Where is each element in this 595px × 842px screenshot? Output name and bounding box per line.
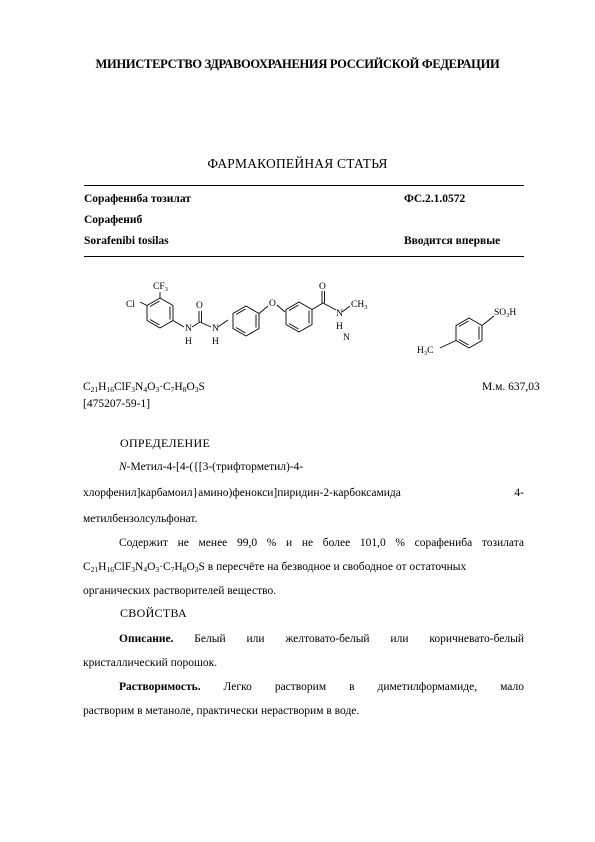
group-so3h-sub: 3 — [506, 312, 510, 319]
tosylate-ring — [456, 318, 482, 348]
solubility-line-2: растворим в метаноле, практически нерастворим в воде. — [83, 705, 360, 717]
molecular-formula: $C_{21}H_{16}ClF_3N_4O_3\cdot C_7H_8O_3S$ — [83, 381, 205, 394]
structural-formula — [0, 0, 595, 380]
definition-line-3: метилбензолсульфонат. — [83, 513, 198, 525]
definition-line-2: хлорфенил]карбамоил}амино)фенокси]пиридин-2-карбоксамида 4- — [83, 487, 524, 499]
group-so3h: SO — [494, 308, 507, 318]
section-properties-title: СВОЙСТВА — [120, 606, 187, 620]
svg-text:SO3H — [494, 308, 516, 319]
atom-n-amide: N — [336, 309, 343, 319]
content-line-2: $C_{21}H_{16}ClF_3N_4O_3\cdot C_7H_8O_3S$ в пересчёте на безводное и свободное от остаточных — [83, 561, 467, 574]
substance-name-ru: Сорафениба тозилат — [84, 193, 191, 205]
content-formula: $C_{21}H_{16}ClF_3N_4O_3\cdot C_7H_8O_3S$ — [83, 561, 205, 574]
atom-o-urea: O — [196, 301, 203, 311]
atom-o-ether: O — [269, 299, 276, 309]
atom-n-pyridine: N — [343, 333, 350, 343]
atom-h-right: H — [212, 337, 219, 347]
atom-n-left: N — [185, 324, 192, 334]
description-line-2: кристаллический порошок. — [83, 657, 218, 669]
group-ch3-sub: 3 — [364, 304, 368, 311]
ministry-title: МИНИСТЕРСТВО ЗДРАВООХРАНЕНИЯ РОССИЙСКОЙ ФЕДЕРАЦИИ — [95, 57, 500, 71]
solubility-line-1: Растворимость. Легко растворим в диметилформамиде, мало — [119, 681, 524, 693]
atom-o-amide: O — [319, 282, 326, 292]
group-h3c-sub: 3 — [423, 350, 428, 357]
atom-cl: Cl — [126, 300, 135, 310]
substance-name-latin: Sorafenibi tosilas — [84, 235, 169, 247]
document-type-title: ФАРМАКОПЕЙНАЯ СТАТЬЯ — [207, 156, 388, 171]
molar-mass: М.м. 637,03 — [482, 381, 540, 393]
description-line-1: Описание. Белый или желтовато-белый или коричневато-белый — [119, 633, 524, 645]
atom-cf3: CF — [153, 282, 165, 292]
definition-line-1: N-Метил-4-[4-({[3-(трифторметил)-4- — [119, 461, 304, 473]
atom-h-left: H — [185, 337, 192, 347]
svg-text:CH3 — [351, 300, 367, 311]
group-h3c-c: C — [427, 346, 434, 356]
phenylene-ring — [233, 306, 259, 336]
group-ch3: CH — [351, 300, 365, 310]
atom-n-right: N — [212, 324, 219, 334]
section-definition-title: ОПРЕДЕЛЕНИЕ — [120, 436, 211, 450]
svg-text:H3C — [417, 346, 433, 357]
svg-text:CF3 — [153, 282, 168, 293]
group-so3h-h: H — [509, 308, 517, 318]
content-line-1: Содержит не менее 99,0 % и не более 101,0 % сорафениба тозилата — [119, 537, 524, 549]
solubility-label: Растворимость. — [119, 681, 201, 693]
description-label: Описание. — [119, 633, 174, 645]
atom-h-amide: H — [336, 322, 343, 332]
monograph-status: Вводится впервые — [404, 235, 501, 247]
chlorophenyl-ring — [147, 298, 173, 328]
pyridine-ring — [286, 302, 312, 332]
group-h3c-h: H — [417, 346, 424, 356]
cas-number: [475207-59-1] — [83, 398, 151, 410]
content-line-3: органических растворителей вещество. — [83, 585, 277, 597]
monograph-code: ФС.2.1.0572 — [404, 193, 466, 205]
substance-name-short: Сорафениб — [84, 214, 143, 226]
atom-cf3-sub: 3 — [164, 286, 168, 293]
